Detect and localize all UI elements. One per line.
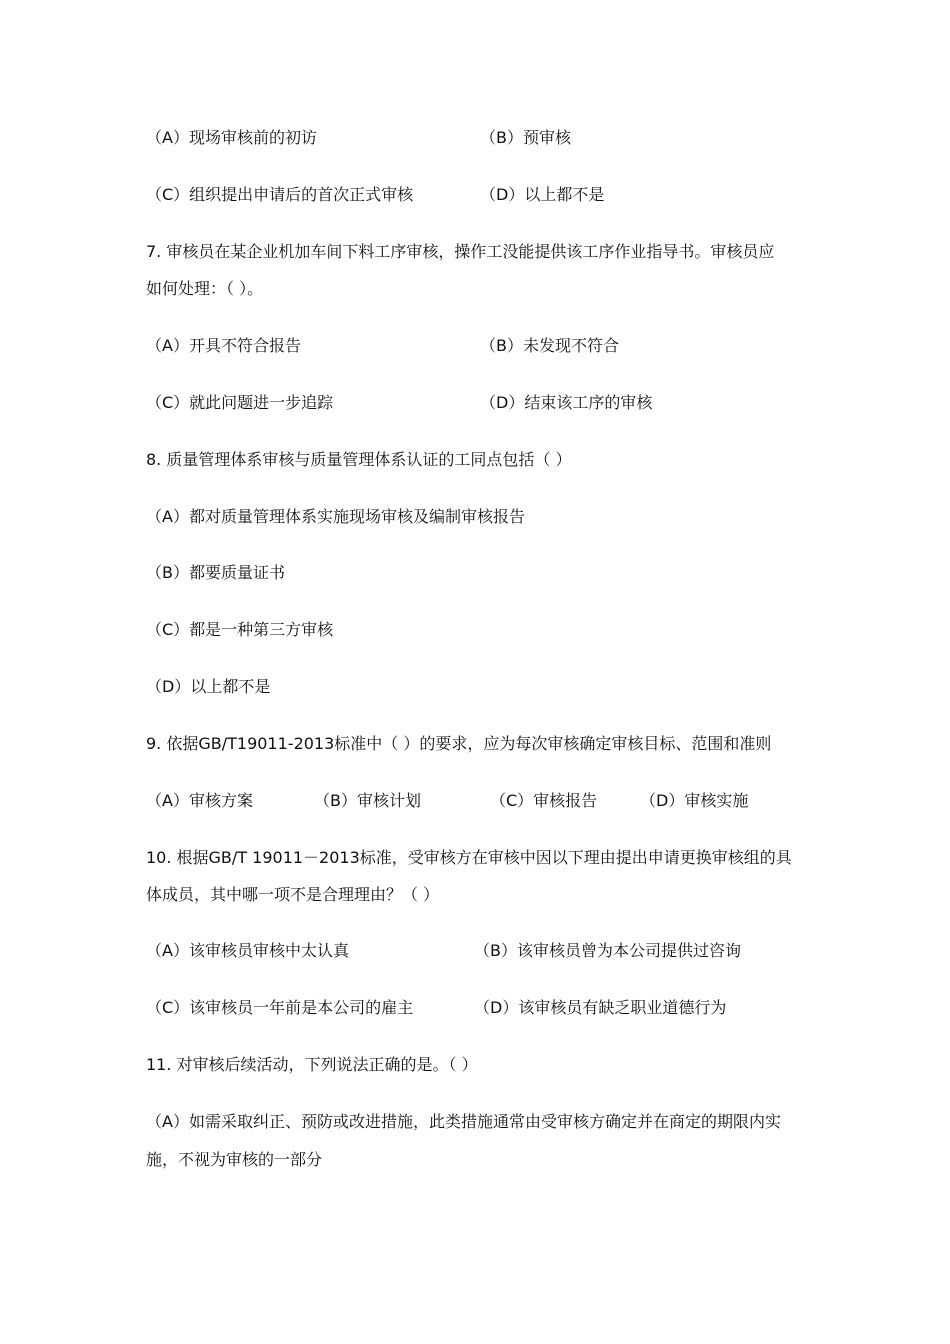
q8-option-d: （D）以上都不是 — [146, 677, 271, 696]
q9-stem: 9. 依据GB/T19011-2013标准中（ ）的要求，应为每次审核确定审核目标、范围和准则 — [146, 734, 772, 753]
q10-option-c: （C）该审核员一年前是本公司的雇主 — [146, 998, 414, 1017]
q11-stem: 11. 对审核后续活动，下列说法正确的是。（ ） — [146, 1055, 478, 1074]
q7-option-c: （C）就此问题进一步追踪 — [146, 393, 334, 412]
q10-stem-line1: 10. 根据GB/T 19011－2013标准，受审核方在审核中因以下理由提出申请更换审核组的具 — [146, 848, 792, 867]
q10-option-a: （A）该审核员审核中太认真 — [146, 941, 349, 960]
q10-option-b: （B）该审核员曾为本公司提供过咨询 — [474, 941, 741, 960]
q9-option-c: （C）审核报告 — [490, 791, 598, 810]
q6-option-c: （C）组织提出申请后的首次正式审核 — [146, 185, 414, 204]
q11-option-a-line1: （A）如需采取纠正、预防或改进措施，此类措施通常由受审核方确定并在商定的期限内实 — [146, 1112, 781, 1131]
q6-option-a: （A）现场审核前的初访 — [146, 128, 317, 147]
q11-option-a-line2: 施，不视为审核的一部分 — [146, 1150, 323, 1169]
q8-option-a: （A）都对质量管理体系实施现场审核及编制审核报告 — [146, 507, 525, 526]
q7-stem-line2: 如何处理：（ ）。 — [146, 279, 264, 298]
q9-option-a: （A）审核方案 — [146, 791, 253, 810]
q8-option-b: （B）都要质量证书 — [146, 563, 285, 582]
q7-option-d: （D）结束该工序的审核 — [480, 393, 653, 412]
q7-option-a: （A）开具不符合报告 — [146, 336, 301, 355]
q10-stem-line2: 体成员，其中哪一项不是合理理由？（ ） — [146, 885, 440, 904]
q9-option-d: （D）审核实施 — [640, 791, 749, 810]
q8-stem: 8. 质量管理体系审核与质量管理体系认证的工同点包括（ ） — [146, 450, 572, 469]
q7-stem-line1: 7. 审核员在某企业机加车间下料工序审核，操作工没能提供该工序作业指导书。审核员应 — [146, 242, 775, 261]
q8-option-c: （C）都是一种第三方审核 — [146, 620, 334, 639]
q7-option-b: （B）未发现不符合 — [480, 336, 619, 355]
q10-option-d: （D）该审核员有缺乏职业道德行为 — [474, 998, 727, 1017]
q6-option-b: （B）预审核 — [480, 128, 571, 147]
q9-option-b: （B）审核计划 — [314, 791, 421, 810]
q6-option-d: （D）以上都不是 — [480, 185, 605, 204]
